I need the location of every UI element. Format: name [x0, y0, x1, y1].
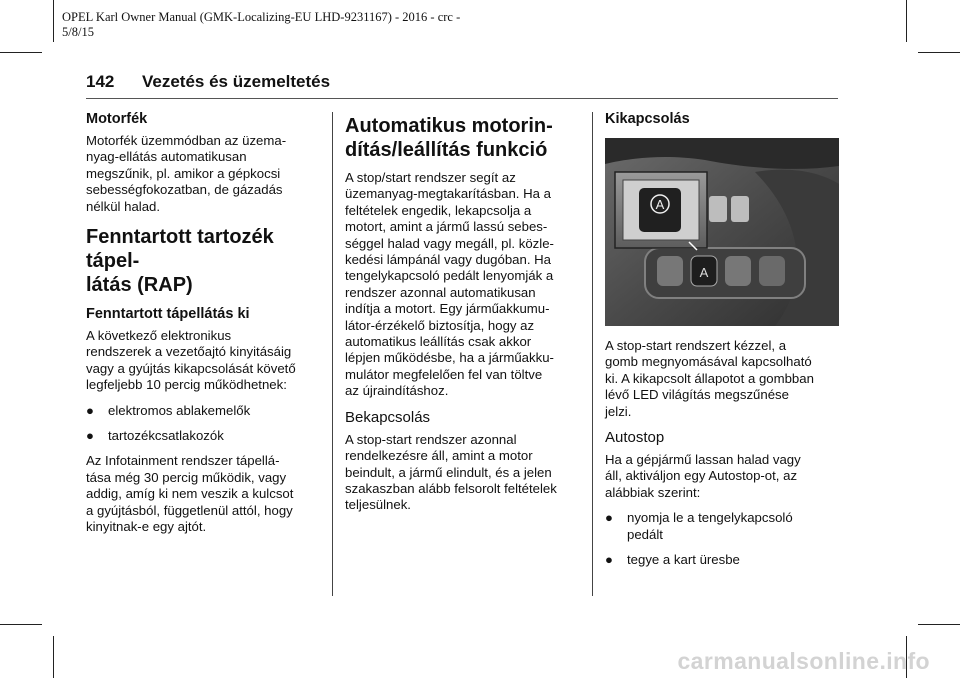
crop-mark: [906, 0, 907, 42]
bullet-icon: ●: [605, 510, 613, 526]
motorfek-body: Motorfék üzemmódban az üzema- nyag-ellátás automatikusan megszűnik, pl. amikor a gépkocsi sebességfokozatban, de gázadás nélkül halad.: [86, 133, 287, 214]
kikapcsolas-body: A stop-start rendszert kézzel, a gomb megnyomásával kapcsolható ki. A kikapcsolt állapotot a gombban lévő LED világítás megszűnése jelzi.: [605, 338, 814, 419]
list-item-text: nyomja le a tengelykapcsoló pedált: [627, 510, 793, 542]
autostop-body: Ha a gépjármű lassan halad vagy áll, aktiváljon egy Autostop-ot, az alábbiak szerint:: [605, 452, 801, 500]
crop-mark: [53, 636, 54, 678]
column-divider: [592, 112, 593, 596]
dashboard-photo: [605, 138, 839, 326]
bekapcsolas-heading: Bekapcsolás: [345, 408, 431, 426]
rap-body-2: Az Infotainment rendszer tápellá- tása még 30 percig működik, vagy addig, amíg ki nem veszik a kulcsot a gyújtásból, függetlenül attól, hogy kinyitnak-e egy ajtót.: [86, 453, 294, 535]
crop-mark: [0, 52, 42, 53]
column-2: [345, 104, 585, 523]
page-number: 142: [86, 72, 115, 91]
crop-mark: [918, 52, 960, 53]
column-3: [605, 104, 839, 577]
bullet-icon: ●: [86, 428, 94, 444]
list-item: [605, 552, 839, 568]
motorfek-heading: Motorfék: [86, 111, 148, 127]
list-item-text: tegye a kart üresbe: [627, 552, 740, 568]
bekapcsolas-body: A stop-start rendszer azonnal rendelkezésre áll, amint a motor beindult, a jármű elindult, és a jelen szakaszban alább felsorolt feltételek teljesülnek.: [345, 431, 557, 513]
list-item: [605, 510, 839, 543]
running-head: [86, 72, 838, 92]
rap-body: A következő elektronikus rendszerek a vezetőajtó kinyitásáig vagy a gyújtás kikapcsolását követő legfeljebb 10 percig működhetnek:: [86, 328, 296, 393]
rap-subheading: Fenntartott tápellátás ki: [86, 306, 250, 323]
running-head-rule: [86, 98, 838, 99]
watermark: carmanualsonline.info: [677, 648, 930, 674]
column-1: [86, 104, 322, 545]
kikapcsolas-heading: Kikapcsolás: [605, 111, 690, 127]
list-item-text: elektromos ablakemelők: [108, 402, 251, 418]
list-item: [86, 428, 322, 444]
rap-heading: Fenntartott tartozék tápel- látás (RAP): [86, 226, 274, 297]
column-divider: [332, 112, 333, 596]
auto-stop-button-icon: A: [699, 265, 709, 280]
document-header: [62, 10, 502, 40]
autostart-heading: Automatikus motorin- dítás/leállítás funkció: [345, 115, 553, 161]
autostop-heading: Autostop: [605, 429, 665, 447]
document-header-line: OPEL Karl Owner Manual (GMK-Localizing-EU LHD-9231167) - 2016 - crc -: [62, 10, 461, 24]
crop-mark: [53, 0, 54, 42]
list-item-text: tartozékcsatlakozók: [108, 428, 224, 444]
document-header-date: 5/8/15: [62, 25, 94, 39]
crop-mark: [0, 624, 42, 625]
bullet-icon: ●: [605, 552, 613, 568]
auto-stop-button-icon: A: [655, 197, 665, 212]
section-title: Vezetés és üzemeltetés: [142, 72, 331, 91]
crop-mark: [918, 624, 960, 625]
list-item: [86, 403, 322, 419]
autostart-body: A stop/start rendszer segít az üzemanyag-megtakarításban. Ha a feltételek engedik, lekapcsolja a motort, amint a jármű lassú sebes- séggel halad vagy megáll, pl. közle- kedési lámpánál vagy dugóban. Ha tengelykapcsoló pedált lenyomják a rendszer azonnal automatikusan indítja a motort. Egy járműakkumu- látor-érzékelő biztosítja, hogy az automatikus leállítás csak akkor lépjen működésbe, ha a járműakku- mulátor megfelelően fel van töltve az újraindításhoz.: [345, 170, 554, 399]
bullet-icon: ●: [86, 402, 94, 418]
